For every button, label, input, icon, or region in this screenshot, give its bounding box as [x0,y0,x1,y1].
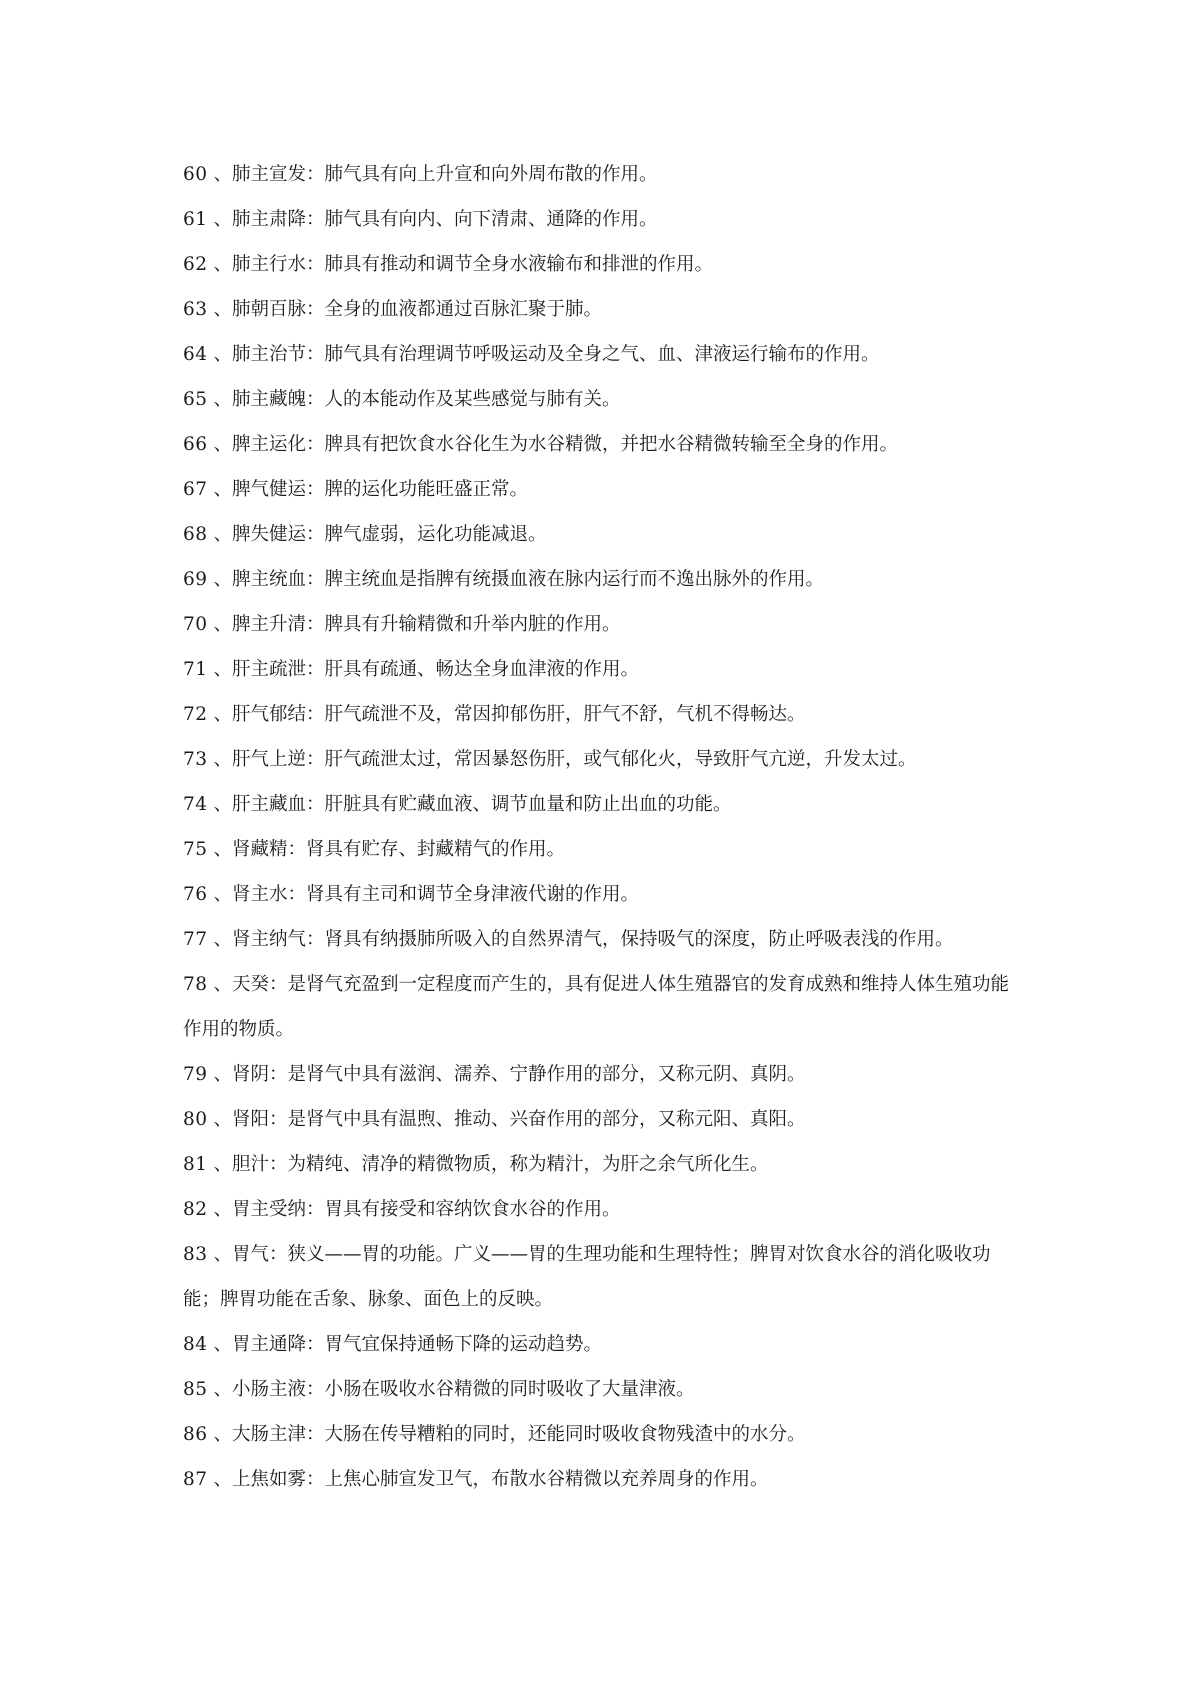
entry-term: 肝主疏泄 [231,659,306,680]
glossary-entry [183,602,1023,647]
glossary-entry [183,332,1023,377]
entry-separator: 、 [213,1109,232,1130]
entry-colon: ： [268,1064,288,1085]
entry-definition: 是肾气充盈到一定程度而产生的，具有促进人体生殖器官的发育成熟和维持人体生殖功能作用的物质。 [183,974,1009,1040]
entry-term: 脾失健运 [231,524,306,545]
entry-number: 75 [183,839,208,860]
entry-colon: ： [305,704,325,725]
entry-separator: 、 [213,254,232,275]
entry-number: 81 [183,1154,208,1175]
glossary-entry [183,557,1023,602]
entry-term: 脾主升清 [231,614,306,635]
entry-separator: 、 [213,704,232,725]
entry-colon: ： [305,614,325,635]
entry-separator: 、 [213,929,232,950]
entry-term: 肺朝百脉 [231,299,306,320]
glossary-entry [183,1457,1023,1502]
entry-separator: 、 [213,1469,232,1490]
entry-separator: 、 [213,1379,232,1400]
entry-term: 脾主统血 [231,569,306,590]
entry-term: 胆汁 [231,1154,269,1175]
entry-term: 脾气健运 [231,479,306,500]
entry-colon: ： [305,794,325,815]
entry-definition: 肾具有贮存、封藏精气的作用。 [305,839,565,860]
entry-separator: 、 [213,164,232,185]
entry-number: 68 [183,524,208,545]
entry-term: 肾藏精 [231,839,288,860]
entry-separator: 、 [213,344,232,365]
entry-number: 65 [183,389,208,410]
entry-separator: 、 [213,434,232,455]
entry-number: 63 [183,299,208,320]
entry-term: 肺主治节 [231,344,306,365]
entry-separator: 、 [213,1199,232,1220]
entry-number: 87 [183,1469,208,1490]
entry-definition: 脾的运化功能旺盛正常。 [324,479,528,500]
entry-number: 85 [183,1379,208,1400]
entry-definition: 肺具有推动和调节全身水液输布和排泄的作用。 [324,254,713,275]
entry-colon: ： [305,1424,325,1445]
entry-separator: 、 [213,1424,232,1445]
entry-colon: ： [305,164,325,185]
entry-number: 67 [183,479,208,500]
entry-definition: 脾主统血是指脾有统摄血液在脉内运行而不逸出脉外的作用。 [324,569,824,590]
entry-colon: ： [305,1334,325,1355]
entry-term: 天癸 [231,974,269,995]
entry-number: 76 [183,884,208,905]
entry-term: 胃主受纳 [231,1199,306,1220]
entry-term: 肝气郁结 [231,704,306,725]
entry-colon: ： [305,209,325,230]
entry-term: 肾主纳气 [231,929,306,950]
entry-term: 肺主藏魄 [231,389,306,410]
glossary-entry [183,737,1023,782]
entry-definition: 肝气疏泄不及，常因抑郁伤肝，肝气不舒，气机不得畅达。 [324,704,806,725]
entry-separator: 、 [213,1334,232,1355]
entry-separator: 、 [213,524,232,545]
glossary-entry [183,242,1023,287]
entry-separator: 、 [213,1154,232,1175]
glossary-entry [183,872,1023,917]
entry-term: 肝主藏血 [231,794,306,815]
entry-colon: ： [305,434,325,455]
entry-number: 78 [183,974,208,995]
entry-colon: ： [268,1244,288,1265]
glossary-entry [183,1412,1023,1457]
entry-number: 70 [183,614,208,635]
entry-term: 肺主宣发 [231,164,306,185]
entry-term: 肾阳 [231,1109,269,1130]
entry-separator: 、 [213,299,232,320]
entry-colon: ： [305,344,325,365]
entry-term: 脾主运化 [231,434,306,455]
entry-term: 肾主水 [231,884,288,905]
glossary-entry [183,1322,1023,1367]
entry-definition: 胃气宜保持通畅下降的运动趋势。 [324,1334,602,1355]
glossary-entry [183,1097,1023,1142]
entry-colon: ： [305,389,325,410]
glossary-entry [183,827,1023,872]
glossary-entry [183,1367,1023,1412]
entry-colon: ： [305,1469,325,1490]
entry-separator: 、 [213,1244,232,1265]
entry-term: 肾阴 [231,1064,269,1085]
entry-number: 72 [183,704,208,725]
glossary-entry [183,512,1023,557]
entry-separator: 、 [213,839,232,860]
entry-definition: 人的本能动作及某些感觉与肺有关。 [324,389,621,410]
entry-number: 80 [183,1109,208,1130]
entry-definition: 肝气疏泄太过，常因暴怒伤肝，或气郁化火，导致肝气亢逆，升发太过。 [324,749,917,770]
entry-term: 小肠主液 [231,1379,306,1400]
entry-colon: ： [305,524,325,545]
entry-number: 86 [183,1424,208,1445]
entry-number: 79 [183,1064,208,1085]
entry-separator: 、 [213,1064,232,1085]
glossary-entry [183,422,1023,467]
entry-separator: 、 [213,794,232,815]
glossary-entry [183,1052,1023,1097]
glossary-entry [183,692,1023,737]
entry-colon: ： [305,929,325,950]
glossary-entry [183,152,1023,197]
entry-number: 64 [183,344,208,365]
entry-number: 77 [183,929,208,950]
glossary-entry [183,917,1023,962]
entry-colon: ： [287,839,306,860]
entry-definition: 为精纯、清净的精微物质，称为精汁，为肝之余气所化生。 [287,1154,769,1175]
entry-separator: 、 [213,974,232,995]
entry-number: 71 [183,659,208,680]
entry-term: 肺主行水 [231,254,306,275]
glossary-entry [183,287,1023,332]
entry-term: 胃主通降 [231,1334,306,1355]
entry-colon: ： [305,479,325,500]
glossary-entry [183,782,1023,827]
glossary-entry [183,1232,1023,1322]
entry-colon: ： [305,299,325,320]
entry-term: 肺主肃降 [231,209,306,230]
entry-colon: ： [268,1109,288,1130]
entry-colon: ： [305,1199,325,1220]
entry-definition: 脾具有升输精微和升举内脏的作用。 [324,614,621,635]
entry-separator: 、 [213,479,232,500]
entry-colon: ： [287,884,306,905]
entry-definition: 全身的血液都通过百脉汇聚于肺。 [324,299,602,320]
entry-term: 上焦如雾 [231,1469,306,1490]
glossary-entry [183,467,1023,512]
entry-number: 60 [183,164,208,185]
entry-definition: 上焦心肺宣发卫气，布散水谷精微以充养周身的作用。 [324,1469,769,1490]
entry-separator: 、 [213,749,232,770]
entry-definition: 是肾气中具有滋润、濡养、宁静作用的部分，又称元阴、真阴。 [287,1064,806,1085]
entry-number: 61 [183,209,208,230]
entry-number: 66 [183,434,208,455]
entry-colon: ： [268,1154,288,1175]
glossary-list [183,152,1023,1502]
entry-number: 69 [183,569,208,590]
entry-number: 73 [183,749,208,770]
entry-definition: 肝脏具有贮藏血液、调节血量和防止出血的功能。 [324,794,732,815]
entry-colon: ： [268,974,288,995]
entry-separator: 、 [213,884,232,905]
entry-definition: 小肠在吸收水谷精微的同时吸收了大量津液。 [324,1379,695,1400]
entry-definition: 肝具有疏通、畅达全身血津液的作用。 [324,659,639,680]
entry-colon: ： [305,659,325,680]
entry-term: 大肠主津 [231,1424,306,1445]
entry-definition: 肺气具有治理调节呼吸运动及全身之气、血、津液运行输布的作用。 [324,344,880,365]
entry-definition: 脾具有把饮食水谷化生为水谷精微，并把水谷精微转输至全身的作用。 [324,434,898,455]
entry-number: 82 [183,1199,208,1220]
entry-separator: 、 [213,209,232,230]
entry-definition: 大肠在传导糟粕的同时，还能同时吸收食物残渣中的水分。 [324,1424,806,1445]
entry-colon: ： [305,254,325,275]
entry-separator: 、 [213,569,232,590]
entry-separator: 、 [213,659,232,680]
glossary-entry [183,377,1023,422]
glossary-entry [183,647,1023,692]
glossary-entry [183,1187,1023,1232]
entry-colon: ： [305,749,325,770]
entry-colon: ： [305,1379,325,1400]
entry-definition: 肺气具有向内、向下清肃、通降的作用。 [324,209,658,230]
entry-definition: 肾具有纳摄肺所吸入的自然界清气，保持吸气的深度，防止呼吸表浅的作用。 [324,929,954,950]
entry-term: 胃气 [231,1244,269,1265]
entry-number: 62 [183,254,208,275]
entry-number: 83 [183,1244,208,1265]
entry-definition: 是肾气中具有温煦、推动、兴奋作用的部分，又称元阳、真阳。 [287,1109,806,1130]
entry-separator: 、 [213,389,232,410]
glossary-entry [183,1142,1023,1187]
entry-colon: ： [305,569,325,590]
entry-term: 肝气上逆 [231,749,306,770]
glossary-entry [183,197,1023,242]
glossary-entry [183,962,1023,1052]
entry-definition: 脾气虚弱，运化功能减退。 [324,524,547,545]
entry-number: 84 [183,1334,208,1355]
entry-definition: 肺气具有向上升宣和向外周布散的作用。 [324,164,658,185]
entry-definition: 胃具有接受和容纳饮食水谷的作用。 [324,1199,621,1220]
entry-definition: 肾具有主司和调节全身津液代谢的作用。 [305,884,639,905]
entry-separator: 、 [213,614,232,635]
entry-number: 74 [183,794,208,815]
entry-definition: 狭义——胃的功能。广义——胃的生理功能和生理特性；脾胃对饮食水谷的消化吸收功能；脾胃功能在舌象、脉象、面色上的反映。 [183,1244,991,1310]
